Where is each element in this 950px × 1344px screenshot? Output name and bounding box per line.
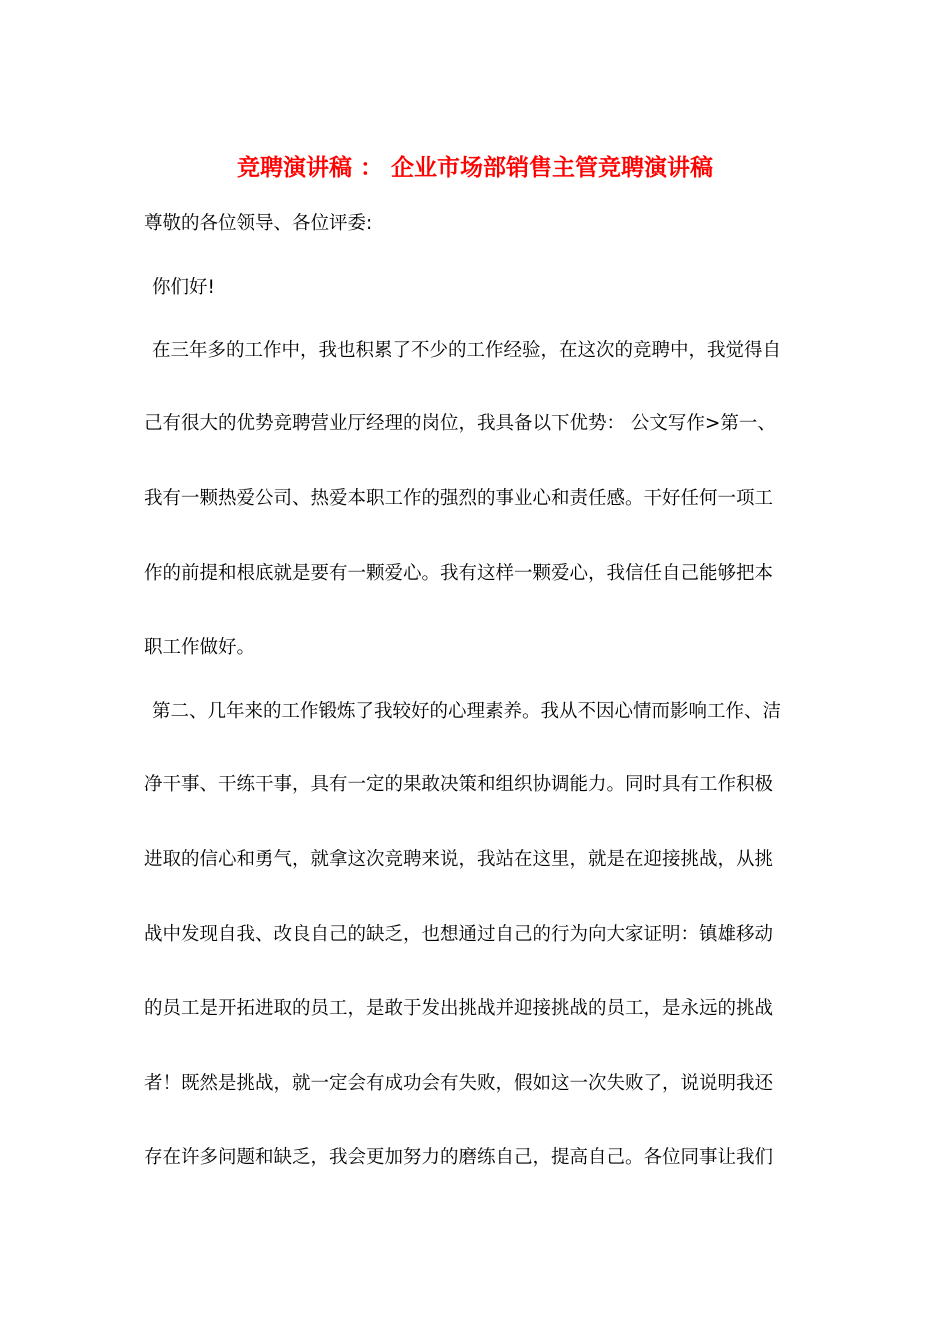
- text-line-5: 职工作做好。: [144, 637, 256, 658]
- text-line-11: 者！既然是挑战，就一定会有成功会有失败，假如这一次失败了，说说明我还: [144, 1073, 774, 1094]
- text-line-6: 第二、几年来的工作锻炼了我较好的心理素养。我从不因心情而影响工作、洁: [152, 701, 782, 722]
- text-line-1: 在三年多的工作中，我也积累了不少的工作经验，在这次的竞聘中，我觉得自: [152, 340, 782, 361]
- text-line-3: 我有一颗热爱公司、热爱本职工作的强烈的事业心和责任感。干好任何一项工: [144, 488, 774, 509]
- greeting-line: 你们好!: [152, 277, 215, 298]
- text-line-10: 的员工是开拓进取的员工，是敢于发出挑战并迎接挑战的员工，是永远的挑战: [144, 998, 774, 1019]
- document-title: 竞聘演讲稿 ： 企业市场部销售主管竞聘演讲稿: [236, 154, 713, 181]
- text-line-9: 战中发现自我、改良自己的缺乏，也想通过自己的行为向大家证明：镇雄移动: [144, 924, 774, 945]
- text-line-4: 作的前提和根底就是要有一颗爱心。我有这样一颗爱心，我信任自己能够把本: [144, 563, 774, 584]
- text-line-8: 进取的信心和勇气，就拿这次竞聘来说，我站在这里，就是在迎接挑战，从挑: [144, 849, 774, 870]
- text-line-12: 存在许多问题和缺乏，我会更加努力的磨练自己，提高自己。各位同事让我们: [144, 1147, 774, 1168]
- text-line-2: 己有很大的优势竞聘营业厅经理的岗位，我具备以下优势： 公文写作>第一、: [144, 413, 776, 434]
- salutation-line: 尊敬的各位领导、各位评委:: [144, 213, 373, 234]
- text-line-7: 净干事、干练干事，具有一定的果敢决策和组织协调能力。同时具有工作积极: [144, 774, 774, 795]
